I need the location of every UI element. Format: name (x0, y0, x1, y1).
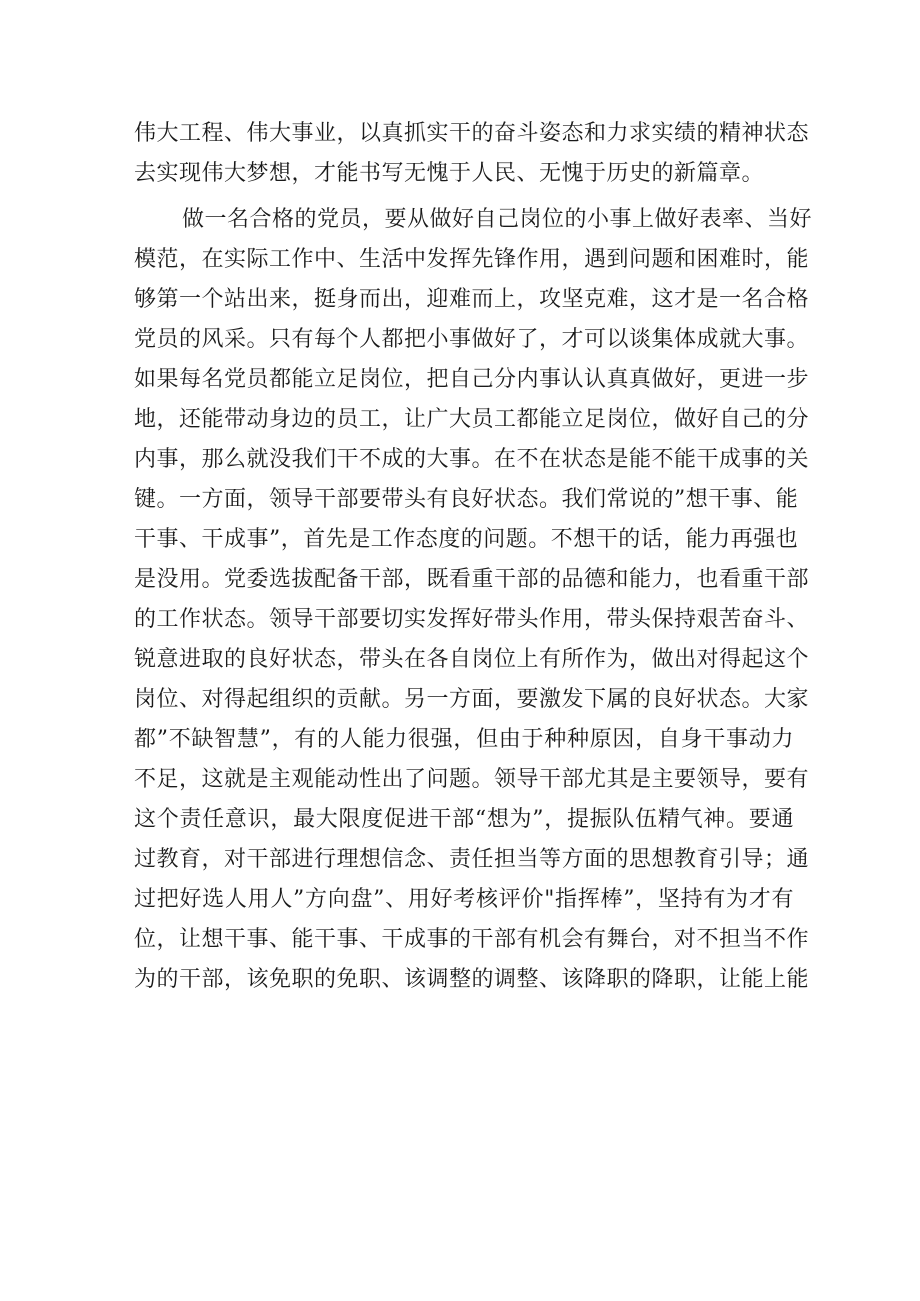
text-line: 内事，那么就没我们干不成的大事。在不在状态是能不能干成事的关 (134, 447, 810, 472)
text-line: 这个责任意识，最大限度促进干部“想为”，提振队伍精气神。要通 (134, 807, 794, 832)
paragraph-1 (134, 114, 810, 194)
text-line: 过把好选人用人”方向盘”、用好考核评价"指挥棒”，坚持有为才有 (134, 887, 794, 912)
text-line: 的工作状态。领导干部要切实发挥好带头作用，带头保持艰苦奋斗、 (134, 607, 810, 632)
text-line: 地，还能带动身边的员工，让广大员工都能立足岗位，做好自己的分 (134, 407, 810, 432)
text-line: 为的干部，该免职的免职、该调整的调整、该降职的降职，让能上能 (134, 967, 810, 992)
text-line: 是没用。党委选拔配备干部，既看重干部的品德和能力，也看重干部 (134, 567, 810, 592)
text-line: 岗位、对得起组织的贡献。另一方面，要激发下属的良好状态。大家 (134, 687, 810, 712)
text-line: 锐意进取的良好状态，带头在各自岗位上有所作为，做出对得起这个 (134, 647, 810, 672)
text-line: 过教育，对干部进行理想信念、责任担当等方面的思想教育引导；通 (134, 847, 810, 872)
text-line: 伟大工程、伟大事业，以真抓实干的奋斗姿态和力求实绩的精神状态 (134, 121, 810, 146)
text-line: 都”不缺智慧”，有的人能力很强，但由于种种原因，自身干事动力 (134, 727, 794, 752)
text-line: 如果每名党员都能立足岗位，把自己分内事认认真真做好，更进一步 (134, 367, 810, 392)
text-line: 做一名合格的党员，要从做好自己岗位的小事上做好表率、当好 (182, 207, 813, 232)
text-line: 键。一方面，领导干部要带头有良好状态。我们常说的”想干事、能 (134, 487, 799, 512)
text-line: 位，让想干事、能干事、干成事的干部有机会有舞台，对不担当不作 (134, 927, 810, 952)
text-line: 党员的风采。只有每个人都把小事做好了，才可以谈集体成就大事。 (134, 327, 810, 352)
text-line: 不足，这就是主观能动性出了问题。领导干部尤其是主要领导，要有 (134, 767, 810, 792)
paragraph-2 (134, 200, 813, 1000)
text-line: 去实现伟大梦想，才能书写无愧于人民、无愧于历史的新篇章。 (134, 161, 765, 186)
text-line: 干事、干成事”，首先是工作态度的问题。不想干的话，能力再强也 (134, 527, 799, 552)
text-line: 够第一个站出来，挺身而出，迎难而上，攻坚克难，这才是一名合格 (134, 287, 810, 312)
text-line: 模范，在实际工作中、生活中发挥先锋作用，遇到问题和困难时，能 (134, 247, 810, 272)
document-body (134, 114, 813, 1000)
